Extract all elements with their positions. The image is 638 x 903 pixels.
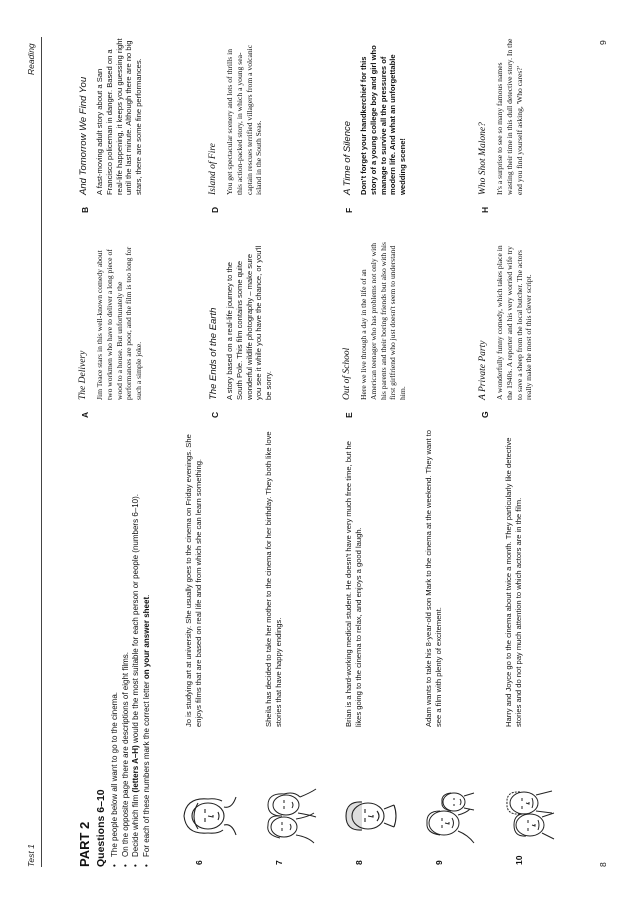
film-letter: D: [210, 206, 220, 213]
person-row-10: [498, 437, 578, 867]
person-row-8: [338, 441, 418, 867]
instruction-item: • The people below all want to go to the cinema.: [110, 692, 119, 867]
questions-heading: Questions 6–10: [95, 789, 107, 867]
person-description: Sheila has decided to take her mother to the cinema for her birthday. They both like love stories that have happy endings.: [264, 431, 283, 727]
bullet-icon: •: [110, 864, 119, 867]
film-title: The Ends of the Earth: [208, 307, 219, 400]
film-title: A Private Party: [478, 340, 488, 400]
film-description: It's a surprise to see so many famous names wasting their time in this dull detective story. In the end you find yourself asking, 'Who cares?': [495, 38, 524, 195]
left-page-number: 8: [598, 862, 608, 867]
film-title: The Delivery: [78, 350, 88, 400]
elderly-couple-portrait-icon: [498, 785, 560, 847]
mother-and-daughter-portrait-icon: [258, 785, 320, 847]
person-row-6: [178, 434, 258, 867]
father-and-son-portrait-icon: [418, 785, 480, 847]
young-man-portrait-icon: [338, 785, 400, 847]
person-description: Brian is a hard-working medical student. He doesn't have very much free time, but he likes going to the cinema to relax, and enjoys a good laugh.: [344, 441, 363, 727]
film-description: Jim Teace stars in this well-known comedy about two workmen who have to deliver a long piece of wood to a house. But unfortunately the performances are poor, and the film is too long for such a simple joke.: [95, 246, 144, 400]
question-number: 6: [194, 860, 204, 865]
film-description: Here we live through a day in the life of an American teenager who has problems not only with his parents and their boring friends but also with his first girlfriend who just doesn't seem to understand him.: [359, 242, 408, 400]
header-rule: [41, 37, 42, 867]
header-test-label: Test 1: [26, 844, 36, 867]
film-letter: E: [344, 412, 354, 418]
person-row-7: [258, 431, 338, 867]
person-row-9: [418, 429, 498, 867]
bullet-icon: •: [120, 864, 130, 867]
part-heading: PART 2: [77, 821, 92, 867]
young-woman-portrait-icon: [178, 785, 240, 847]
right-page-number: 9: [598, 40, 608, 45]
instruction-item: • Decide which film (letters A–H) would be the most suitable for each person or people (numbers 6–10).: [131, 493, 140, 867]
film-letter: F: [344, 207, 354, 213]
film-title: Who Shot Malone?: [478, 122, 488, 195]
question-number: 7: [274, 860, 284, 865]
instruction-item: • On the opposite page there are descriptions of eight films.: [120, 651, 130, 867]
film-letter: H: [480, 206, 490, 213]
film-letter: B: [80, 206, 90, 213]
film-description: A story based on a real-life journey to the South Pole. This film contains some quite wonderful wildlife photography – make sure you see it while you have the chance, or you'll be sorry.: [225, 245, 274, 400]
film-description: A wonderfully funny comedy, which takes place in the 1940s. A reporter and his very worried wife try to save a sheep from the local butcher. The actors really make the most of this clever script.: [495, 245, 534, 400]
question-number: 8: [354, 860, 364, 865]
person-description: Jo is studying art at university. She usually goes to the cinema on Friday evenings. She enjoys films that are based on real life and from which she can learn something.: [184, 434, 203, 727]
header-section-label: Reading: [26, 43, 36, 75]
film-title: A Time of Silence: [342, 120, 353, 195]
question-number: 9: [434, 860, 444, 865]
person-description: Adam wants to take his 8-year-old son Mark to the cinema at the weekend. They want to see a film with plenty of excitement.: [424, 429, 443, 727]
film-description: You get spectacular scenery and lots of thrills in this action-packed story, in which a young sea-captain rescues terrified villagers from a volcanic island in the South Seas.: [225, 44, 264, 195]
film-description: Don't forget your handkerchief for this story of a young college boy and girl who manage to survive all the pressures of modern life. And what an unforgettable wedding scene!: [359, 45, 408, 195]
film-title: Out of School: [342, 347, 352, 400]
film-letter: A: [80, 411, 90, 418]
person-description: Harry and Joyce go to the cinema about twice a month. They particularly like detective stories and do not pay much attention to which actors are in the film.: [504, 437, 523, 727]
film-title: Island of Fire: [208, 143, 218, 195]
bullet-icon: •: [141, 864, 151, 867]
film-letter: G: [480, 411, 490, 418]
film-letter: C: [210, 411, 220, 418]
instruction-item: • For each of these numbers mark the correct letter on your answer sheet.: [141, 594, 151, 867]
bullet-icon: •: [131, 864, 140, 867]
instructions-list: [110, 482, 152, 867]
question-number: 10: [514, 855, 524, 865]
film-title: And Tomorrow We Find You: [78, 76, 89, 195]
film-description: A fast-moving adult story about a San Francisco policeman in danger. Based on a real-life happening, it keeps you guessing right until the last minute. Although there are no big stars, there are some fine performances.: [95, 38, 144, 195]
